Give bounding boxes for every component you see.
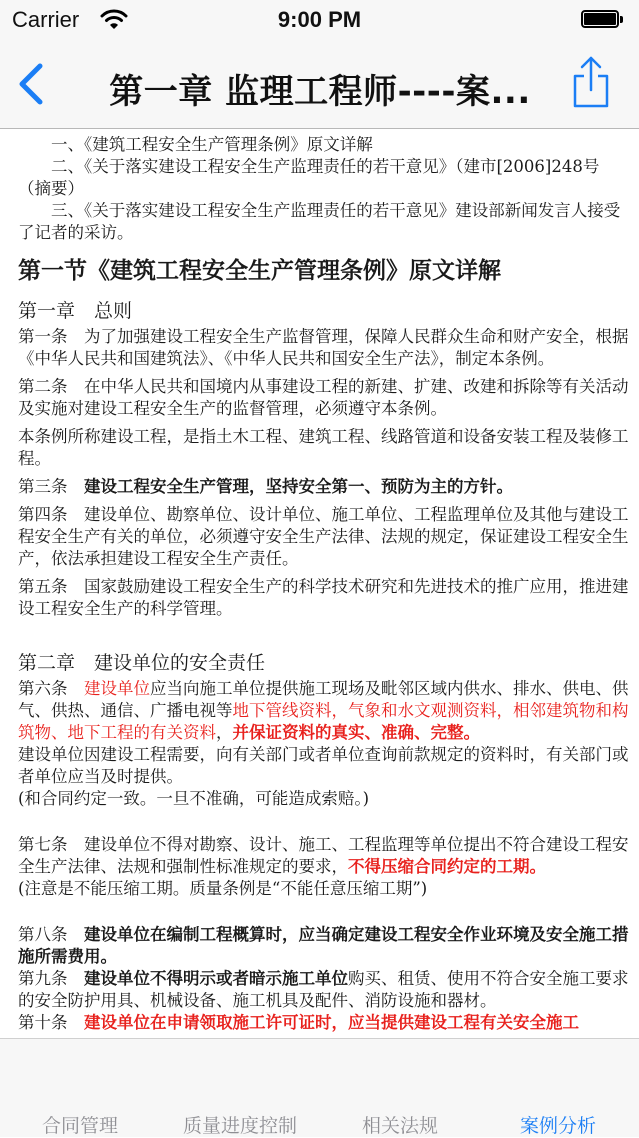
highlight-text: 地下管线资料，气象和水文观测资料，相邻建筑物和构筑物、地下工程的有关资料 bbox=[18, 701, 629, 742]
highlight-text: 并保证资料的真实、准确、完整。 bbox=[232, 723, 480, 742]
status-bar bbox=[0, 0, 639, 40]
body-text: ， bbox=[216, 723, 233, 742]
article-paragraph bbox=[18, 678, 630, 744]
table-of-contents bbox=[18, 134, 630, 244]
chapter-title: 第一章 总则 bbox=[18, 300, 133, 322]
article-paragraph bbox=[18, 476, 630, 498]
article-paragraph bbox=[18, 834, 630, 878]
article-paragraph: 建设单位因建设工程需要，向有关部门或者单位查询前款规定的资料时，有关部门或者单位应当及时提供。 bbox=[18, 745, 629, 786]
article-note: (注意是不能压缩工期。质量条例是“不能任意压缩工期”) bbox=[18, 879, 428, 898]
bold-text: 建设单位不得明示或者暗示施工单位 bbox=[84, 969, 348, 988]
article-paragraph: 第五条 国家鼓励建设工程安全生产的科学技术研究和先进技术的推广应用，推进建设工程安全生产的科学管理。 bbox=[18, 577, 629, 618]
article-number: 第八条 bbox=[18, 925, 84, 944]
tab-bar bbox=[0, 1038, 639, 1137]
article-number: 第十条 bbox=[18, 1013, 84, 1032]
back-chevron-icon[interactable] bbox=[12, 62, 52, 106]
tab-case-analysis[interactable]: 案例分析 bbox=[519, 1115, 596, 1137]
tab-quality-progress-control[interactable]: 质量进度控制 bbox=[182, 1115, 297, 1137]
article-number: 第六条 bbox=[18, 679, 84, 698]
article-paragraph bbox=[18, 1012, 630, 1034]
article-paragraph: 本条例所称建设工程，是指土木工程、建筑工程、线路管道和设备安装工程及装修工程。 bbox=[18, 427, 629, 468]
clock: 9:00 PM bbox=[277, 7, 362, 32]
article-paragraph bbox=[18, 968, 630, 1012]
article-number: 第九条 bbox=[18, 969, 84, 988]
highlight-text: 建设单位 bbox=[84, 679, 150, 698]
battery-icon bbox=[581, 10, 625, 30]
article-number: 第三条 bbox=[18, 477, 84, 496]
article-paragraph: 第二条 在中华人民共和国境内从事建设工程的新建、扩建、改建和拆除等有关活动及实施对建设工程安全生产的监督管理，必须遵守本条例。 bbox=[18, 377, 629, 418]
chapter-title: 第二章 建设单位的安全责任 bbox=[18, 652, 266, 674]
carrier-label: Carrier bbox=[12, 7, 80, 32]
article-note: (和合同约定一致。一旦不准确，可能造成索赔。) bbox=[18, 789, 370, 808]
toc-item: 二、《关于落实建设工程安全生产监理责任的若干意见》（建市[2006]248号（摘要） bbox=[18, 157, 600, 198]
share-icon[interactable] bbox=[569, 54, 613, 110]
article-content[interactable] bbox=[18, 134, 630, 1038]
body-text: 应当向施工单位提供施工现场及毗邻区域内供水、排水、供电、供气、供热、通信、广播电视等 bbox=[18, 679, 629, 720]
tab-related-regulations[interactable]: 相关法规 bbox=[361, 1115, 438, 1137]
tab-contract-management[interactable]: 合同管理 bbox=[41, 1115, 118, 1137]
toc-item: 三、《关于落实建设工程安全生产监理责任的若干意见》建设部新闻发言人接受了记者的采访。 bbox=[18, 201, 621, 242]
body-text: 第七条 建设单位不得对勘察、设计、施工、工程监理等单位提出不符合建设工程安全生产法律、法规和强制性标准规定的要求， bbox=[18, 835, 629, 876]
section-title: 第一节《建筑工程安全生产管理条例》原文详解 bbox=[18, 258, 501, 284]
page-title: 第一章 监理工程师----案... bbox=[109, 72, 531, 112]
article-paragraph bbox=[18, 924, 630, 968]
highlight-text: 不得压缩合同约定的工期。 bbox=[348, 857, 546, 876]
navigation-bar bbox=[0, 40, 639, 129]
article-paragraph: 第四条 建设单位、勘察单位、设计单位、施工单位、工程监理单位及其他与建设工程安全生产有关的单位，必须遵守安全生产法律、法规的规定，保证建设工程安全生产，依法承担建设工程安全生产责任。 bbox=[18, 505, 629, 568]
article-paragraph: 第一条 为了加强建设工程安全生产监督管理，保障人民群众生命和财产安全，根据《中华人民共和国建筑法》、《中华人民共和国安全生产法》，制定本条例。 bbox=[18, 327, 629, 368]
toc-item: 一、《建筑工程安全生产管理条例》原文详解 bbox=[18, 135, 373, 154]
highlight-text: 建设单位在申请领取施工许可证时，应当提供建设工程有关安全施工 bbox=[84, 1013, 579, 1032]
bold-text: 建设工程安全生产管理，坚持安全第一、预防为主的方针。 bbox=[84, 477, 513, 496]
bold-text: 建设单位在编制工程概算时，应当确定建设工程安全作业环境及安全施工措施所需费用。 bbox=[18, 925, 629, 966]
body-text: 购买、租赁、使用不符合安全施工要求的安全防护用具、机械设备、施工机具及配件、消防设施和器材。 bbox=[18, 969, 629, 1010]
